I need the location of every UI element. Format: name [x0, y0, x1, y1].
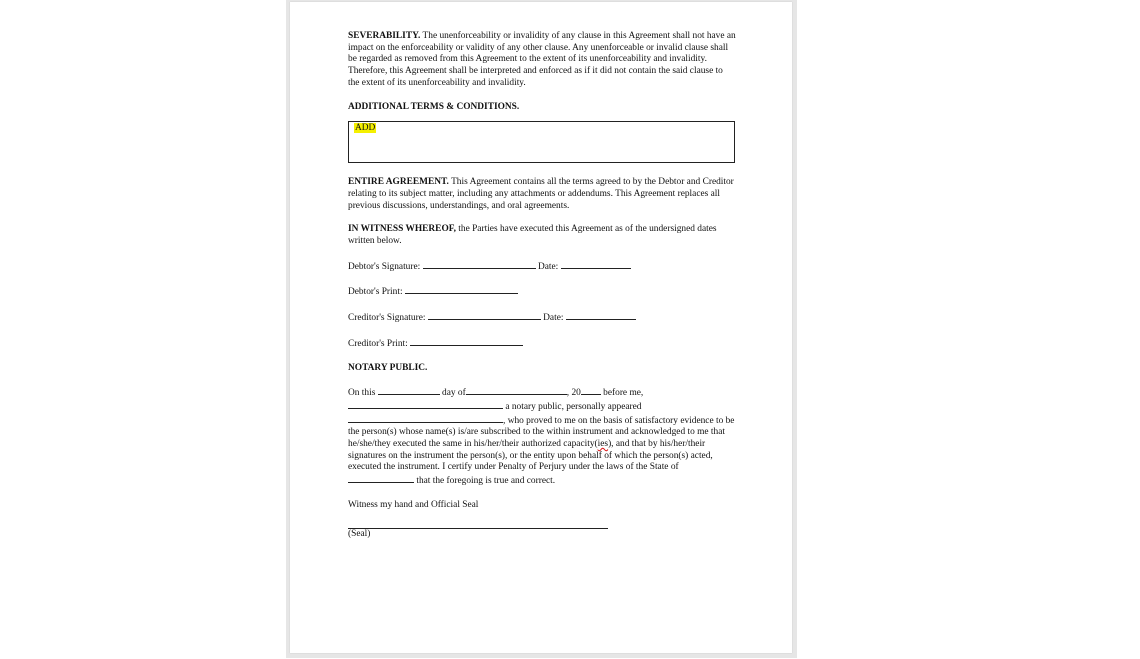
notary-year-line[interactable]	[581, 386, 601, 395]
add-placeholder[interactable]: ADD	[355, 123, 376, 134]
notary-before-me: before me,	[603, 388, 644, 399]
notary-body-1: evidence to be the person(s) whose name(s) is/are subscribed to the within instrument and acknowledged to me that he/she/they executed the same in his/her/their authorized capacity(	[348, 415, 735, 450]
notary-year-prefix: , 20	[566, 388, 581, 399]
notary-day-of: day of	[442, 388, 466, 399]
creditor-print-row	[348, 337, 736, 351]
seal-label: (Seal)	[348, 528, 371, 539]
debtor-print-row	[348, 285, 736, 299]
severability-heading: SEVERABILITY.	[348, 31, 421, 41]
creditor-signature-row	[348, 311, 736, 325]
additional-terms-box[interactable]	[348, 121, 735, 163]
additional-terms-heading: ADDITIONAL TERMS & CONDITIONS.	[348, 101, 520, 112]
severability-paragraph	[348, 31, 736, 90]
notary-on-this: On this	[348, 388, 376, 399]
notary-heading: NOTARY PUBLIC.	[348, 362, 428, 373]
creditor-print-label: Creditor's Print:	[348, 338, 408, 349]
notary-body-2: ), and that by his/her/their signatures on the instrument the person(s), or the entity upon behalf of which the person(s) acted, executed the instrument. I certify under Penalty of Perjury under the laws of the State of	[348, 439, 713, 473]
notary-proved: , who proved to me on the basis of satisfactory	[503, 415, 678, 426]
document-content	[348, 31, 736, 540]
severability-text: The unenforceability or invalidity of any clause in this Agreement shall not have an impact on the enforceability or validity of any other clause. Any unenforceable or invalid clause shall be regarded as removed from this Agreement to the extent of its unenforceability and invalidity. Therefore, this Agreement shall be interpreted and enforced as if it did not contain the said clause to the extent of its unenforceability and invalidity.	[348, 31, 736, 88]
notary-appeared: a notary public, personally appeared	[505, 401, 642, 412]
notary-state-line[interactable]	[348, 474, 414, 483]
witness-heading: IN WITNESS WHEREOF,	[348, 224, 456, 235]
entire-agreement-heading: ENTIRE AGREEMENT.	[348, 177, 449, 188]
entire-agreement-text: This Agreement contains all the terms agreed to by the Debtor and Creditor relating to its subject matter, including any attachments or addendums. This Agreement replaces all previous discussions, understandings, and oral agreements.	[348, 177, 734, 211]
creditor-signature-label: Creditor's Signature:	[348, 313, 426, 324]
entire-agreement-paragraph	[348, 177, 736, 212]
notary-name-line[interactable]	[348, 400, 503, 409]
witness-text: the Parties have executed this Agreement as of the undersigned dates written below.	[348, 224, 717, 247]
debtor-print-line[interactable]	[405, 285, 518, 294]
notary-month-line[interactable]	[466, 386, 567, 395]
creditor-signature-line[interactable]	[428, 311, 541, 320]
debtor-date-line[interactable]	[561, 260, 631, 269]
debtor-date-label: Date:	[537, 261, 559, 272]
notary-day-line[interactable]	[378, 386, 440, 395]
notary-paragraph	[348, 386, 736, 488]
debtor-signature-row	[348, 260, 736, 274]
creditor-print-line[interactable]	[410, 337, 523, 346]
notary-body-3: that the foregoing is true and correct.	[416, 476, 556, 487]
witness-hand: Witness my hand and Official Seal	[348, 499, 479, 510]
debtor-signature-label: Debtor's Signature:	[348, 261, 421, 272]
notary-ies: ies	[597, 439, 609, 450]
debtor-print-label: Debtor's Print:	[348, 287, 403, 298]
creditor-date-label: Date:	[543, 313, 564, 324]
notary-person-line[interactable]	[348, 414, 503, 423]
witness-paragraph	[348, 224, 736, 247]
creditor-date-line[interactable]	[566, 311, 636, 320]
debtor-signature-line[interactable]	[423, 260, 536, 269]
